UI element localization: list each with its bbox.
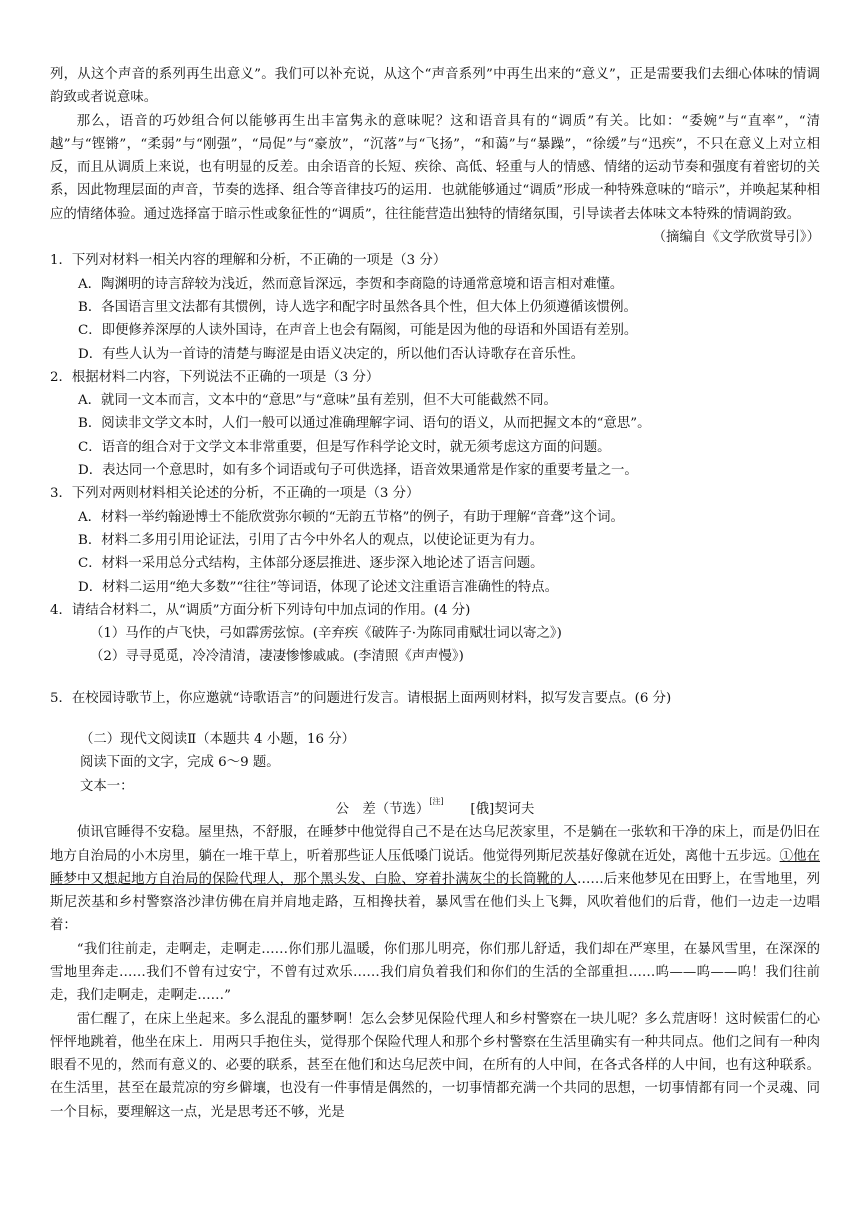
- story-paragraph: 雷仁醒了，在床上坐起来。多么混乱的噩梦啊！怎么会梦见保险代理人和乡村警察在一块儿呢？多么荒唐呀！这时候雷仁的心怦怦地跳着，他坐在床上．用两只手抱住头，觉得那个保险代理人和那个乡村警察在生活里确实有一种共同点。他们之间有一种肉眼看不见的，然而有意义的、必要的联系，甚至在他们和达乌尼茨中间，在所有的人中间，在各式各样的人中间，也有这种联系。在生活里，甚至在最荒凉的穷乡僻壤，也没有一件事情是偶然的，一切事情都充满一个共同的思想，一切事情都有同一个灵魂、同一个目标，要理解这一点，光是思考还不够，光是: [50, 1011, 820, 1120]
- option-c: C．材料一采用总分式结构，主体部分逐层推进、逐步深入地论述了语言问题。: [78, 556, 544, 572]
- article-title-line: [50, 798, 820, 821]
- material-paragraph: 列，从这个声音的系列再生出意义”。我们可以补充说，从这个“声音系列”中再生出来的“意义”，正是需要我们去细心体味的情调韵致或者说意味。: [50, 67, 820, 106]
- option-d: D．有些人认为一首诗的清楚与晦涩是由语义决定的，所以他们否认诗歌存在音乐性。: [78, 346, 585, 362]
- footnote-mark: [注]: [429, 796, 444, 806]
- option-a: A．材料一举约翰逊博士不能欣赏弥尔顿的“无韵五节格”的例子，有助于理解“音聋”这个词。: [78, 509, 624, 525]
- poem-line: （2）寻寻觅觅，冷冷清清，凄凄惨惨戚戚。(李清照《声声慢》): [90, 649, 464, 665]
- source-citation: （摘编自《文学欣赏导引》）: [652, 230, 820, 246]
- option-b: B．阅读非文学文本时，人们一般可以通过准确理解字词、语句的语义，从而把握文本的“意思”。: [78, 416, 651, 432]
- story-paragraph: [50, 821, 820, 937]
- question-stem: 4．请结合材料二，从“调质”方面分析下列诗句中加点词的作用。(4 分): [50, 602, 471, 618]
- question-stem: 2．根据材料二内容，下列说法不正确的一项是（3 分）: [50, 369, 380, 385]
- option-b: B．各国语言里文法都有其惯例，诗人选字和配字时虽然各具个性，但大体上仍须遵循该惯例。: [78, 299, 637, 315]
- exam-page: [50, 63, 820, 1124]
- material-paragraph: 那么，语音的巧妙组合何以能够再生出丰富隽永的意味呢？这和语音具有的“调质”有关。比如：“委婉”与“直率”，“清越”与“铿锵”，“柔弱”与“刚强”，“局促”与“豪放”，“沉落”与“飞扬”，“和蔼”与“暴躁”，“徐缓”与“迅疾”，不只在意义上对立相反，而且从调质上来说，也有明显的反差。由余语音的长短、疾徐、高低、轻重与人的情感、情绪的运动节奏和强度有着密切的关系，因此物理层面的声音，节奏的选择、组合等音律技巧的运用．也就能够通过“调质”形成一种特殊意味的“暗示”，并唤起某种相应的情绪体验。通过选择富于暗示性或象征性的“调质”，往往能营造出独特的情绪氛围，引导读者去体味文本特殊的情调韵致。: [50, 113, 820, 222]
- story-text: 侦讯官睡得不安稳。屋里热，不舒服，在睡梦中他觉得自己不是在达乌尼茨家里，不是躺在一张软和干净的床上，而是仍旧在地方自治局的小木房里，躺在一堆干草上，听着那些证人压低嗓门说话。他觉得列斯尼茨基好像就在近处，离他十五步远。: [50, 825, 820, 864]
- song-paragraph: “我们往前走，走啊走，走啊走……你们那儿温暖，你们那儿明亮，你们那儿舒适，我们却在严寒里，在暴风雪里，在深深的雪地里奔走……我们不曾有过安宁，不曾有过欢乐……我们肩负着我们和你们的生活的全部重担……呜——呜——呜！我们往前走，我们走啊走，走啊走……”: [50, 941, 820, 1004]
- underlined-sentence-1: ①他在睡梦中又想起地方自治局的保险代理人，那个黑头发、白脸、穿着扑满灰尘的长筒靴的人: [50, 848, 821, 887]
- option-d: D．材料二运用“绝大多数”“往往”等词语，体现了论述文注重语言准确性的特点。: [78, 579, 559, 595]
- option-d: D．表达同一个意思时，如有多个词语或句子可供选择，语音效果通常是作家的重要考量之一。: [78, 463, 638, 479]
- poem-line: （1）马作的卢飞快，弓如霹雳弦惊。(辛弃疾《破阵子·为陈同甫赋壮词以寄之》): [90, 626, 562, 642]
- option-c: C．语音的组合对于文学文本非常重要，但是写作科学论文时，就无须考虑这方面的问题。: [78, 439, 611, 455]
- article-author: [俄]契诃夫: [470, 801, 535, 817]
- section-instruction: 阅读下面的文字，完成 6～9 题。: [80, 755, 280, 771]
- question-5: 5．在校园诗歌节上，你应邀就“诗歌语言”的问题进行发言。请根据上面两则材料，拟写发言要点。(6 分): [50, 690, 672, 706]
- question-2: [50, 366, 820, 482]
- option-a: A．陶渊明的诗言辞较为浅近，然而意旨深远，李贺和李商隐的诗通常意境和语言相对难懂。: [78, 276, 624, 292]
- option-c: C．即便修养深厚的人读外国诗，在声音上也会有隔阂，可能是因为他的母语和外国语有差别。: [78, 323, 638, 339]
- question-stem: 1．下列对材料一相关内容的理解和分析，不正确的一项是（3 分）: [50, 253, 447, 269]
- answer-space: [50, 669, 820, 687]
- story-text: ……后来他梦见在田野上，在雪地里，列斯尼茨基和乡村警察洛沙津仿佛在肩并肩地走路，互相搀扶着，暴风雪在他们头上飞舞，风吹着他们的后背，他们一边走一边唱着：: [50, 871, 821, 934]
- article-title: 公 差（节选）: [335, 801, 430, 817]
- option-b: B．材料二多用引用论证法，引用了古今中外名人的观点，以使论证更为有力。: [78, 532, 544, 548]
- option-a: A．就同一文本而言，文本中的“意思”与“意味”虽有差别，但不大可能截然不同。: [78, 393, 557, 409]
- question-1: [50, 249, 820, 365]
- answer-space: [50, 710, 820, 728]
- question-stem: 3．下列对两则材料相关论述的分析，不正确的一项是（3 分）: [50, 486, 420, 502]
- text-label: 文本一：: [80, 778, 134, 794]
- question-4: [50, 599, 820, 669]
- question-3: [50, 482, 820, 598]
- section-heading: （二）现代文阅读Ⅱ（本题共 4 小题，16 分）: [80, 732, 356, 748]
